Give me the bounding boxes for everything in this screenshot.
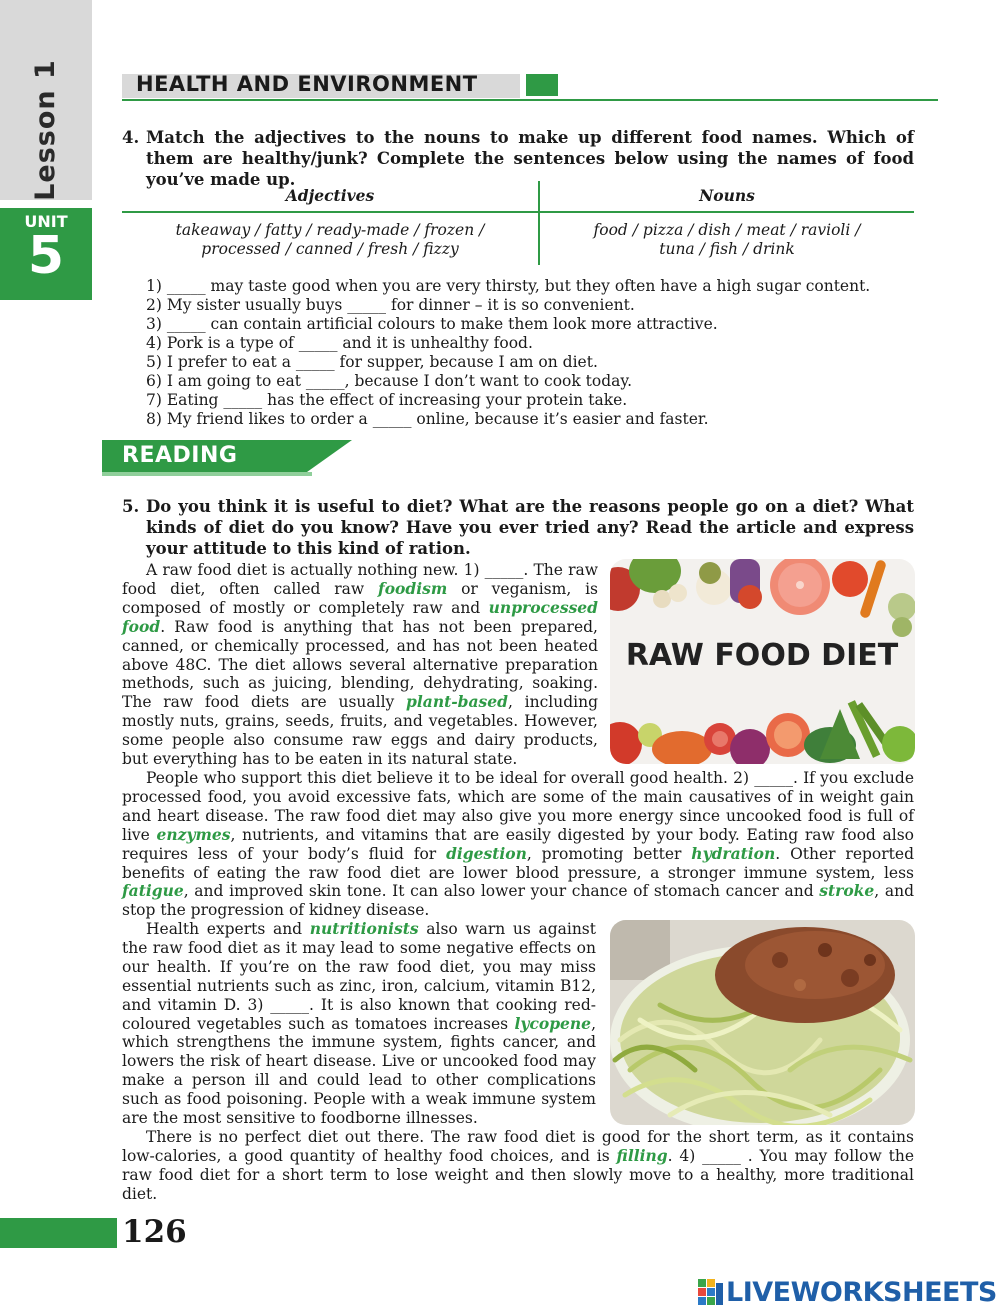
liveworksheets-logo-icon [698, 1279, 724, 1307]
paragraph-text: . 4) _____ . You may follow the raw food diet for a short term to lose weight and then slowly move to a healthy, more traditional diet. [122, 1146, 914, 1203]
glossary-term: digestion [446, 843, 527, 863]
list-item: 2) My sister usually buys _____ for dinner – it is so convenient. [146, 296, 635, 314]
nouns-line: food / pizza / dish / meat / ravioli / [593, 221, 861, 239]
article-paragraph-2 [122, 769, 914, 920]
glossary-term: enzymes [156, 824, 231, 844]
paragraph-text: , promoting better [526, 844, 692, 863]
glossary-term: nutritionists [309, 919, 419, 938]
unit-word: UNIT [24, 212, 68, 231]
paragraph-text: , nutrients, and vitamins that are easily digested by your body. Eating raw food also requires less of your body’s fluid for [122, 825, 914, 863]
glossary-term: foodism [378, 578, 448, 598]
paragraph-text: There is no perfect diet out there. The raw food diet is good for the short term, as it contains low-calories, a good quantity of healthy food choices, and is [122, 1128, 914, 1165]
paragraph-text: A raw food diet is actually nothing new. 1) _____. The raw food diet, often called raw [122, 561, 598, 598]
reading-label: READING [122, 443, 238, 468]
glossary-term: fatigue [122, 881, 184, 901]
paragraph-text: . Raw food is anything that has not been prepared, canned, or chemically processed, and has not been heated above 48C. The diet allows several alternative preparation methods, such as juicing, blending, dehydrating, soaking. The raw food diets are usually [122, 617, 598, 712]
paragraph-text: . Other reported benefits of eating the raw food diet are lower blood pressure, a stronger immune system, less [122, 844, 914, 882]
nouns-line: tuna / fish / drink [659, 240, 795, 258]
paragraph-text: , and stop the progression of kidney disease. [122, 882, 915, 920]
paragraph-text: Health experts and [146, 920, 310, 938]
unit-badge [0, 208, 92, 300]
glossary-term: hydration [691, 843, 776, 863]
paragraph-text: , which strengthens the immune system, fights cancer, and lowers the risk of heart disease. Live or uncooked food may make a person ill and could lead to other complications such as food poisoning. People with a weak immune system are the most sensitive to foodborne illnesses. [122, 1014, 596, 1128]
paragraph-text: People who support this diet believe it to be ideal for overall good health. 2) _____. If you exclude processed food, you avoid excessive fats, which are some of the main causatives of in weight gain and heart disease. The raw food diet may also give you more energy since uncooked food is full of live [122, 769, 914, 844]
page-number: 126 [122, 1214, 187, 1250]
task-number: 4. [122, 128, 140, 147]
zucchini-noodles-image [610, 920, 915, 1125]
glossary-term: stroke [819, 881, 875, 901]
paragraph-text: also warn us against the raw food diet as it may lead to some negative effects on our health. If you’re on the raw food diet, you may miss essential nutrients such as zinc, iron, calcium, vitamin B12, and vitamin D. 3) _____. It is also known that cooking red-coloured vegetables such as tomatoes increases [122, 920, 596, 1033]
list-item: 1) _____ may taste good when you are very thirsty, but they often have a high sugar content. [146, 277, 871, 295]
paragraph-text: , including mostly nuts, grains, seeds, fruits, and vegetables. However, some people also consume raw eggs and dairy products, but everything has to be eaten in its natural state. [122, 693, 599, 769]
unit-number: 5 [27, 226, 65, 286]
table-header-nouns: Nouns [699, 186, 755, 205]
nouns-cell [540, 221, 914, 259]
paragraph-text: or veganism, is composed of mostly or completely raw and [122, 579, 599, 617]
list-item: 3) _____ can contain artificial colours to make them look more attractive. [146, 315, 718, 333]
adjectives-cell [122, 221, 538, 259]
list-item: 5) I prefer to eat a _____ for supper, because I am on diet. [146, 353, 598, 371]
list-item: 8) My friend likes to order a _____ online, because it’s easier and faster. [146, 410, 709, 428]
sentence-list [146, 277, 914, 429]
task-number: 5. [122, 497, 140, 516]
table-rule [122, 211, 914, 213]
glossary-term: filling [616, 1145, 668, 1165]
article-paragraph-3 [122, 920, 596, 1128]
section-title: HEALTH AND ENVIRONMENT [136, 72, 478, 96]
article-paragraph-1 [122, 561, 598, 769]
task-4-instruction [122, 127, 914, 190]
raw-food-diet-image [610, 559, 915, 764]
image-caption: RAW FOOD DIET [625, 638, 899, 673]
table-header-adjectives: Adjectives [285, 186, 375, 205]
article-paragraph-4 [122, 1128, 914, 1204]
list-item: 6) I am going to eat _____, because I don’t want to cook today. [146, 372, 633, 390]
liveworksheets-logo-text: LIVEWORKSHEETS [726, 1277, 997, 1308]
adjectives-line: processed / canned / fresh / fizzy [201, 240, 459, 258]
task-text: Do you think it is useful to diet? What are the reasons people go on a diet? What kinds of diet do you know? Have you ever tried any? Read the article and express your attitude to this kind of ration. [146, 497, 914, 558]
glossary-term: lycopene [514, 1013, 592, 1033]
task-text: Match the adjectives to the nouns to make up different food names. Which of them are healthy/junk? Complete the sentences below using the names of food you’ve made up. [146, 128, 914, 189]
reading-banner-shadow [102, 472, 312, 476]
list-item: 7) Eating _____ has the effect of increasing your protein take. [146, 391, 628, 409]
header-accent [526, 74, 558, 96]
header-rule [122, 99, 938, 101]
lesson-label: Lesson 1 [30, 59, 61, 201]
adjectives-line: takeaway / fatty / ready-made / frozen / [175, 221, 485, 239]
list-item: 4) Pork is a type of _____ and it is unhealthy food. [146, 334, 533, 352]
glossary-term: plant-based [406, 692, 508, 712]
paragraph-text: , and improved skin tone. It can also lower your chance of stomach cancer and [183, 882, 820, 901]
task-5-instruction [122, 496, 914, 559]
glossary-term: unprocessed food [122, 597, 598, 636]
footer-bar [0, 1218, 117, 1248]
